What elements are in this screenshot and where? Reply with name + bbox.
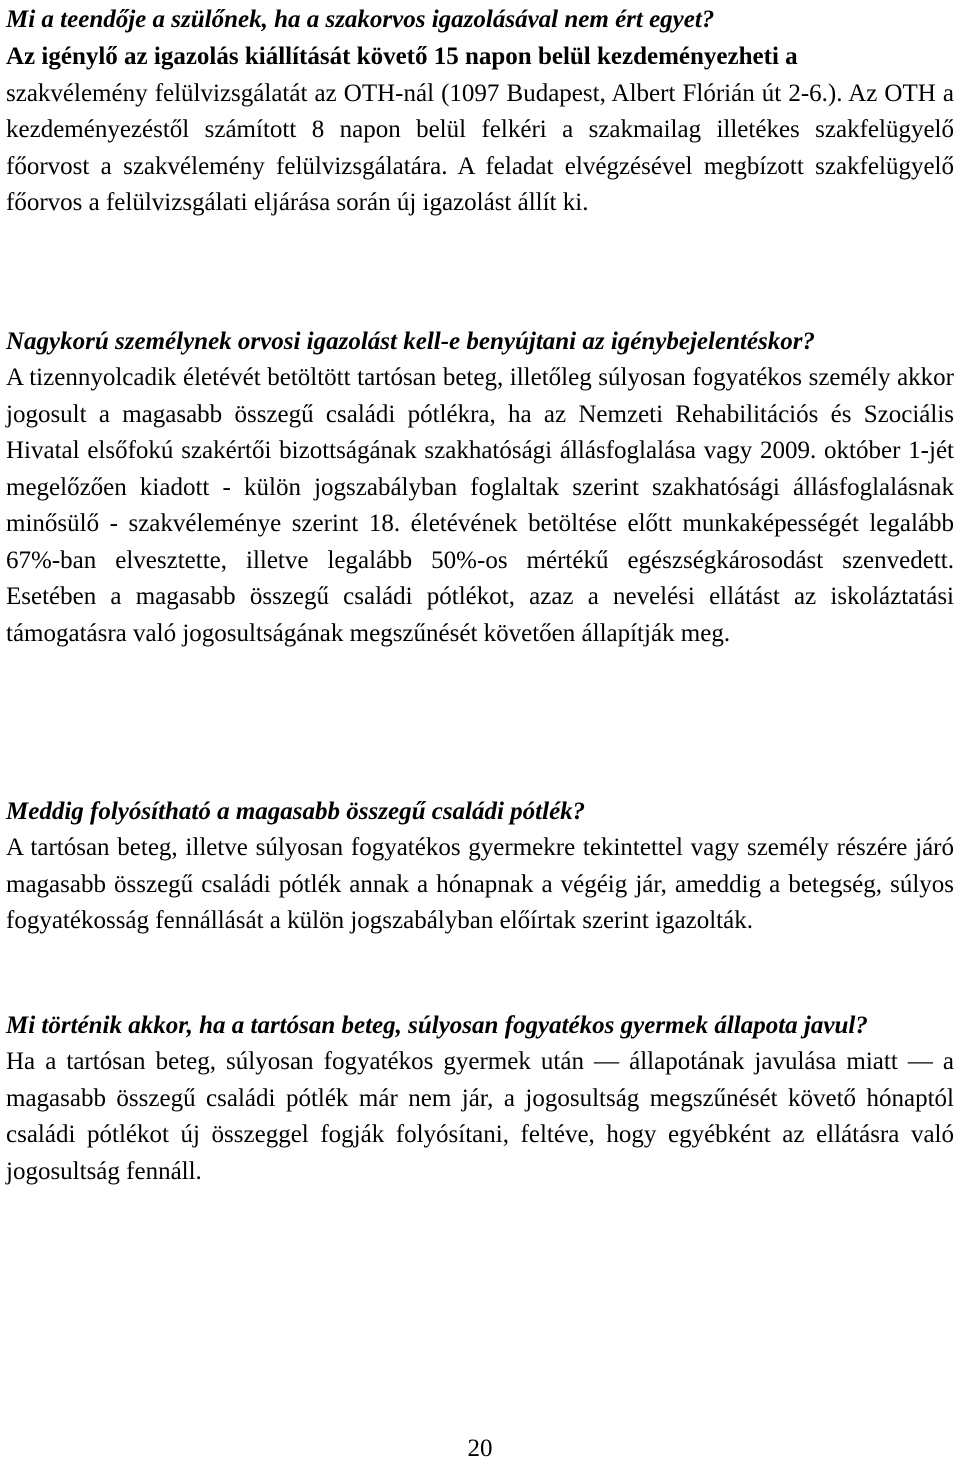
page-number: 20 — [467, 1435, 493, 1462]
section-condition-improves — [6, 1008, 954, 1190]
section-heading: Meddig folyósítható a magasabb összegű családi pótlék? — [6, 798, 586, 825]
section-body: szakvélemény felülvizsgálatát az OTH-nál (1097 Budapest, Albert Flórián út 2-6.). Az OTH a kezdeményezéstől számított 8 napon belül felkéri a szakmailag illetékes szakfelügyelő főorvost a szakvélemény felülvizsgálatára. A feladat elvégzésével megbízott szakfelügyelő főorvos a felülvizsgálati eljárása során új igazolást állít ki. — [6, 79, 954, 216]
section-payment-duration — [6, 794, 954, 940]
section-heading: Mi történik akkor, ha a tartósan beteg, súlyosan fogyatékos gyermek állapota javul? — [6, 1012, 868, 1039]
section-body: A tartósan beteg, illetve súlyosan fogyatékos gyermekre tekintettel vagy személy részére járó magasabb összegű családi pótlék annak a hónapnak a végéig jár, ameddig a betegség, súlyos fogyatékosság fennállását a külön jogszabályban előírtak szerint igazolták. — [6, 834, 954, 934]
section-heading: Mi a teendője a szülőnek, ha a szakorvos igazolásával nem ért egyet? — [6, 6, 715, 33]
section-heading: Nagykorú személynek orvosi igazolást kell-e benyújtani az igénybejelentéskor? — [6, 328, 815, 355]
section-body: A tizennyolcadik életévét betöltött tartósan beteg, illetőleg súlyosan fogyatékos személy akkor jogosult a magasabb összegű családi pótlékra, ha az Nemzeti Rehabilitációs és Szociális Hivatal elsőfokú szakértői bizottságának szakhatósági állásfoglalása vagy 2009. október 1-jét megelőzően kiadott - külön jogszabályban foglaltak szerint szakhatósági állásfoglalásnak minősülő - szakvéleménye szerint 18. életévének betöltése előtt munkaképességét legalább 67%-ban elvesztette, illetve legalább 50%-os mértékű egészségkárosodást szenvedett. Esetében a magasabb összegű családi pótlékot, azaz a nevelési ellátást az iskoláztatási támogatásra való jogosultságának megszűnését követően állapítják meg. — [6, 364, 954, 647]
section-lead: Az igénylő az igazolás kiállítását követő 15 napon belül kezdeményezheti a — [6, 43, 798, 70]
section-adult-certificate — [6, 324, 954, 652]
section-oth-review — [6, 2, 954, 222]
section-body: Ha a tartósan beteg, súlyosan fogyatékos gyermek után — állapotának javulása miatt — a magasabb összegű családi pótlék már nem jár, a jogosultság megszűnését követő hónaptól családi pótlékot új összeggel fogják folyósítani, feltéve, hogy egyébként az ellátásra való jogosultság fennáll. — [6, 1048, 954, 1185]
